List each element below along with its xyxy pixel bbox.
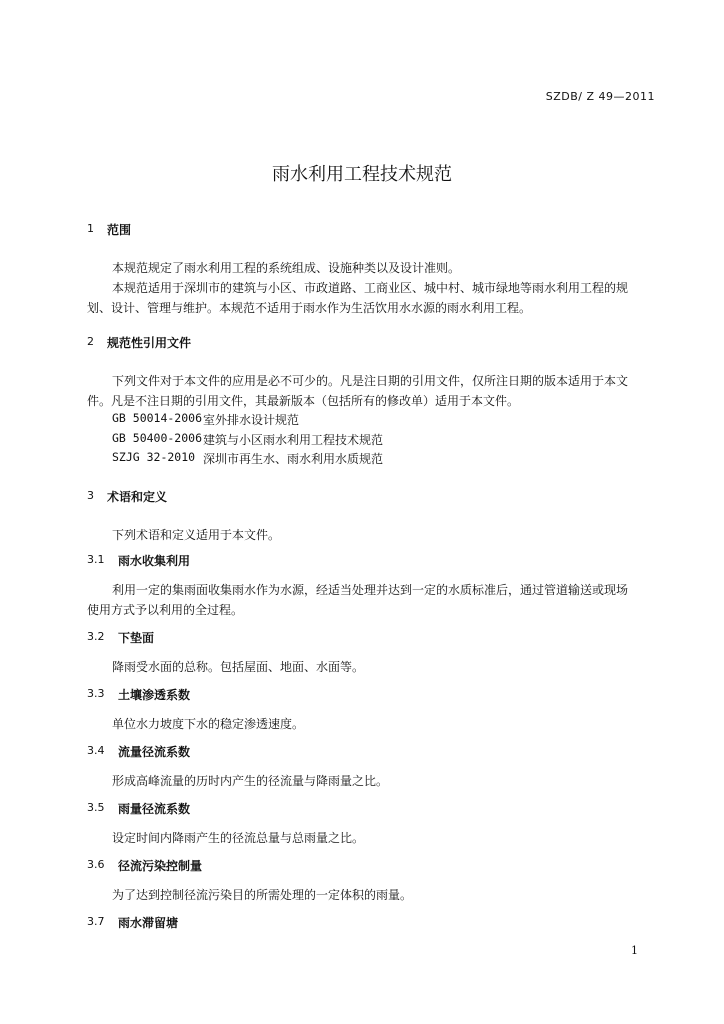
term-heading: 雨水收集利用 xyxy=(118,554,191,568)
page-number: 1 xyxy=(631,944,638,957)
section-1-heading: 范围 xyxy=(107,223,132,237)
term-number: 3.5 xyxy=(87,801,105,814)
reference-code: SZJG 32-2010 xyxy=(112,450,196,464)
section-3-heading: 术语和定义 xyxy=(107,490,168,504)
term-definition: 单位水力坡度下水的稳定渗透速度。 xyxy=(112,717,305,731)
term-heading: 土壤渗透系数 xyxy=(118,688,191,702)
section-2-number: 2 xyxy=(87,335,94,348)
term-number: 3.1 xyxy=(87,553,105,566)
standard-number: SZDB/ Z 49—2011 xyxy=(545,90,655,103)
reference-title: 室外排水设计规范 xyxy=(203,413,300,427)
section-2-paragraph: 下列文件对于本文件的应用是必不可少的。凡是注日期的引用文件，仅所注日期的版本适用于本文 xyxy=(112,374,629,388)
term-number: 3.6 xyxy=(87,858,105,871)
section-2-heading: 规范性引用文件 xyxy=(107,336,192,350)
term-heading: 流量径流系数 xyxy=(118,745,191,759)
reference-title: 深圳市再生水、雨水利用水质规范 xyxy=(203,452,384,466)
term-definition: 为了达到控制径流污染目的所需处理的一定体积的雨量。 xyxy=(112,888,413,902)
section-3-paragraph: 下列术语和定义适用于本文件。 xyxy=(112,528,281,542)
term-definition: 形成高峰流量的历时内产生的径流量与降雨量之比。 xyxy=(112,774,389,788)
document-title: 雨水利用工程技术规范 xyxy=(272,164,452,185)
section-3-number: 3 xyxy=(87,489,94,502)
term-heading: 雨量径流系数 xyxy=(118,802,191,816)
term-definition: 利用一定的集雨面收集雨水作为水源，经适当处理并达到一定的水质标准后，通过管道输送或现场 xyxy=(112,583,629,597)
reference-code: GB 50400-2006 xyxy=(112,431,203,445)
term-definition: 使用方式予以利用的全过程。 xyxy=(87,603,244,617)
reference-code: GB 50014-2006 xyxy=(112,411,203,425)
term-number: 3.7 xyxy=(87,915,105,928)
term-number: 3.4 xyxy=(87,744,105,757)
term-heading: 径流污染控制量 xyxy=(118,859,203,873)
section-1-paragraph: 本规范规定了雨水利用工程的系统组成、设施种类以及设计准则。 xyxy=(112,261,461,275)
section-2-paragraph: 件。凡是不注日期的引用文件，其最新版本（包括所有的修改单）适用于本文件。 xyxy=(87,394,520,408)
term-definition: 设定时间内降雨产生的径流总量与总雨量之比。 xyxy=(112,831,365,845)
section-1-number: 1 xyxy=(87,222,94,235)
reference-title: 建筑与小区雨水利用工程技术规范 xyxy=(203,433,384,447)
term-heading: 下垫面 xyxy=(118,631,155,645)
term-definition: 降雨受水面的总称。包括屋面、地面、水面等。 xyxy=(112,660,365,674)
term-number: 3.3 xyxy=(87,687,105,700)
term-number: 3.2 xyxy=(87,630,105,643)
section-1-paragraph: 本规范适用于深圳市的建筑与小区、市政道路、工商业区、城中村、城市绿地等雨水利用工程的规 xyxy=(112,281,629,295)
section-1-paragraph: 划、设计、管理与维护。本规范不适用于雨水作为生活饮用水水源的雨水利用工程。 xyxy=(87,301,532,315)
term-heading: 雨水滞留塘 xyxy=(118,916,179,930)
